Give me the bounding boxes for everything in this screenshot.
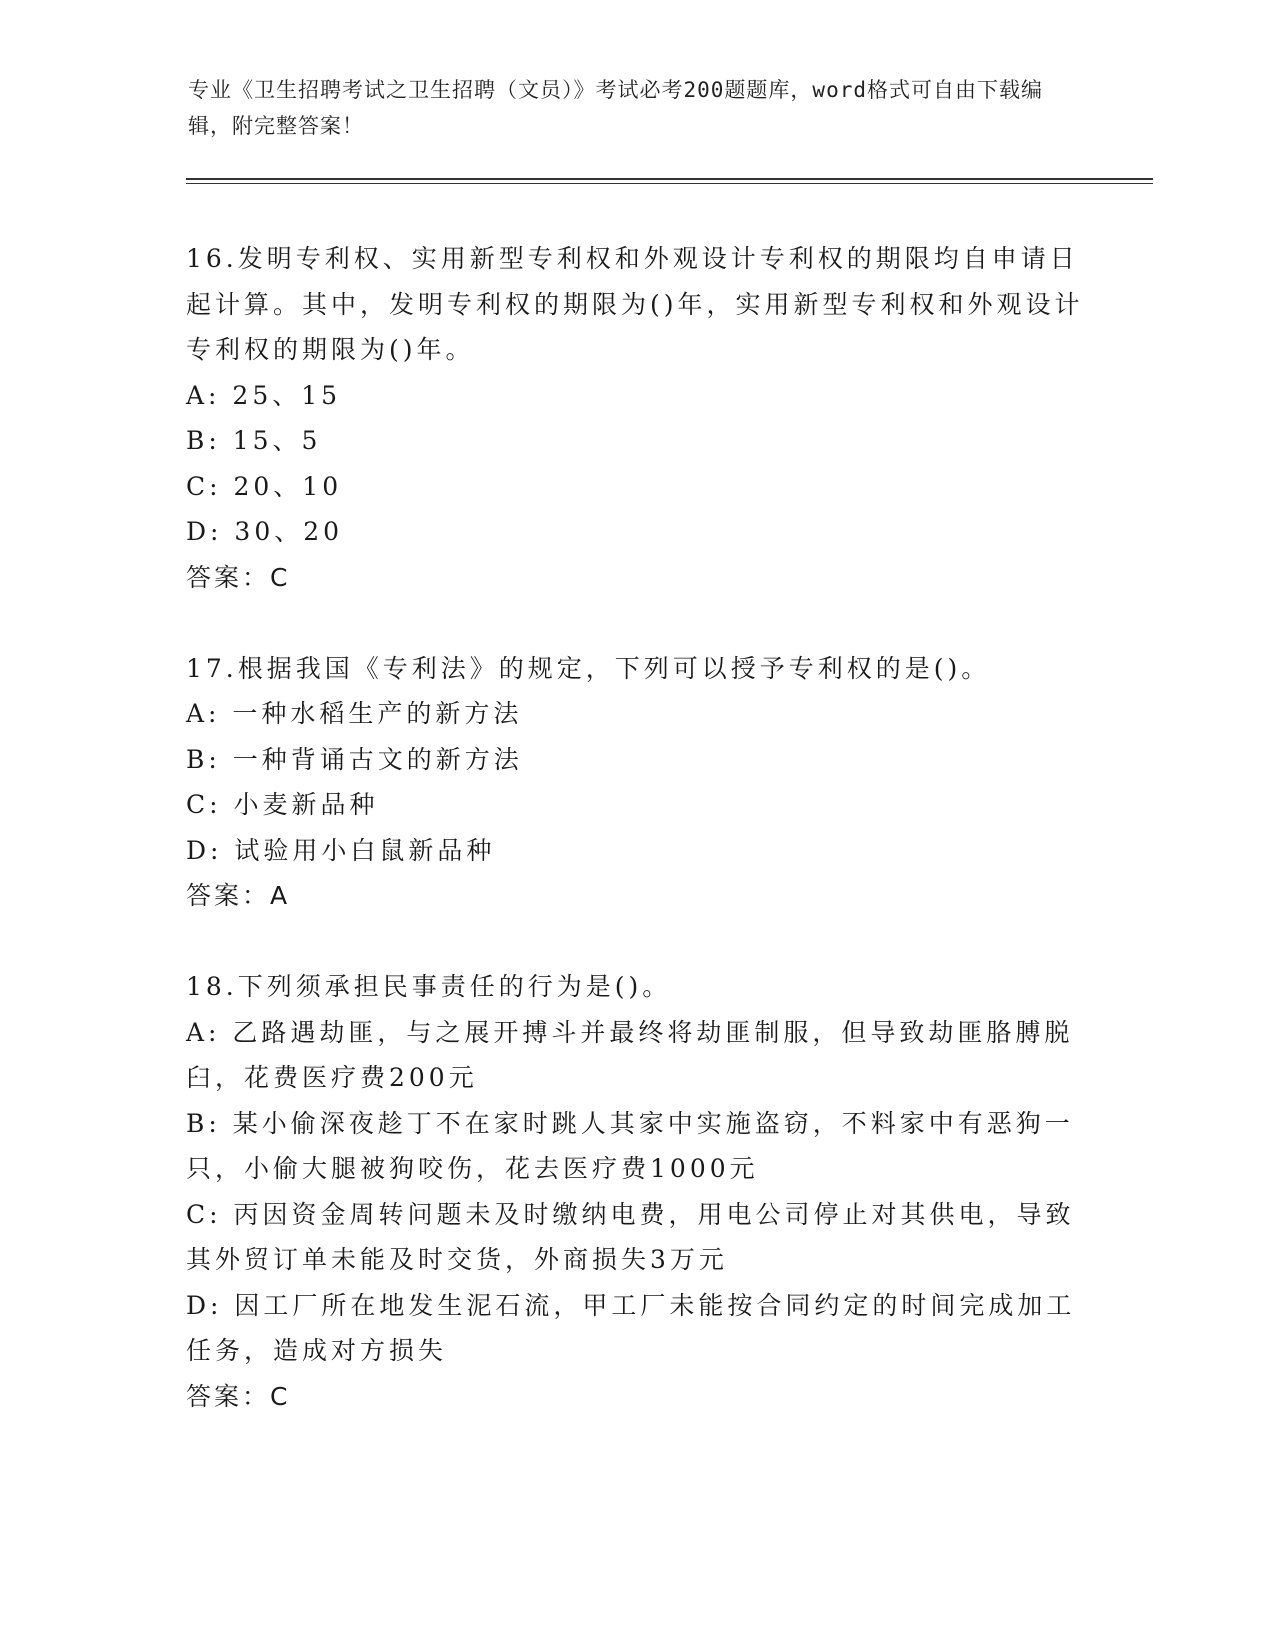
option-c: C: 20、10 — [186, 471, 343, 501]
option-c: C: 小麦新品种 — [186, 790, 379, 819]
question-18 — [186, 964, 1086, 1419]
answer: 答案：A — [186, 881, 291, 910]
answer: 答案：C — [186, 562, 291, 592]
option-b: B: 一种背诵古文的新方法 — [186, 744, 523, 774]
option-d: D: 30、20 — [186, 517, 344, 546]
question-17 — [186, 646, 1086, 919]
option-a: A: 25、15 — [186, 380, 342, 410]
option-d: D: 因工厂所在地发生泥石流，甲工厂未能按合同约定的时间完成加工任务，造成对方损失 — [186, 1290, 1076, 1365]
option-a: A: 一种水稻生产的新方法 — [186, 699, 523, 728]
question-list — [186, 236, 1086, 1465]
question-stem: 16.发明专利权、实用新型专利权和外观设计专利权的期限均自申请日起计算。其中，发明专利权的期限为()年，实用新型专利权和外观设计专利权的期限为()年。 — [186, 244, 1084, 364]
answer: 答案：C — [186, 1381, 291, 1411]
document-header: 专业《卫生招聘考试之卫生招聘（文员）》考试必考200题题库，word格式可自由下载编辑，附完整答案！ — [188, 78, 1043, 138]
question-16 — [186, 236, 1086, 600]
header-divider — [186, 178, 1153, 184]
option-d: D: 试验用小白鼠新品种 — [186, 835, 496, 865]
question-stem: 18.下列须承担民事责任的行为是()。 — [186, 972, 672, 1001]
option-b: B: 15、5 — [186, 426, 322, 455]
option-b: B: 某小偷深夜趁丁不在家时跳人其家中实施盗窃，不料家中有恶狗一只，小偷大腿被狗咬伤，花去医疗费1000元 — [186, 1108, 1074, 1183]
option-a: A: 乙路遇劫匪，与之展开搏斗并最终将劫匪制服，但导致劫匪胳膊脱臼，花费医疗费200元 — [186, 1017, 1074, 1092]
option-c: C: 丙因资金周转问题未及时缴纳电费，用电公司停止对其供电，导致其外贸订单未能及时交货，外商损失3万元 — [186, 1199, 1075, 1274]
question-stem: 17.根据我国《专利法》的规定，下列可以授予专利权的是()。 — [186, 653, 991, 683]
